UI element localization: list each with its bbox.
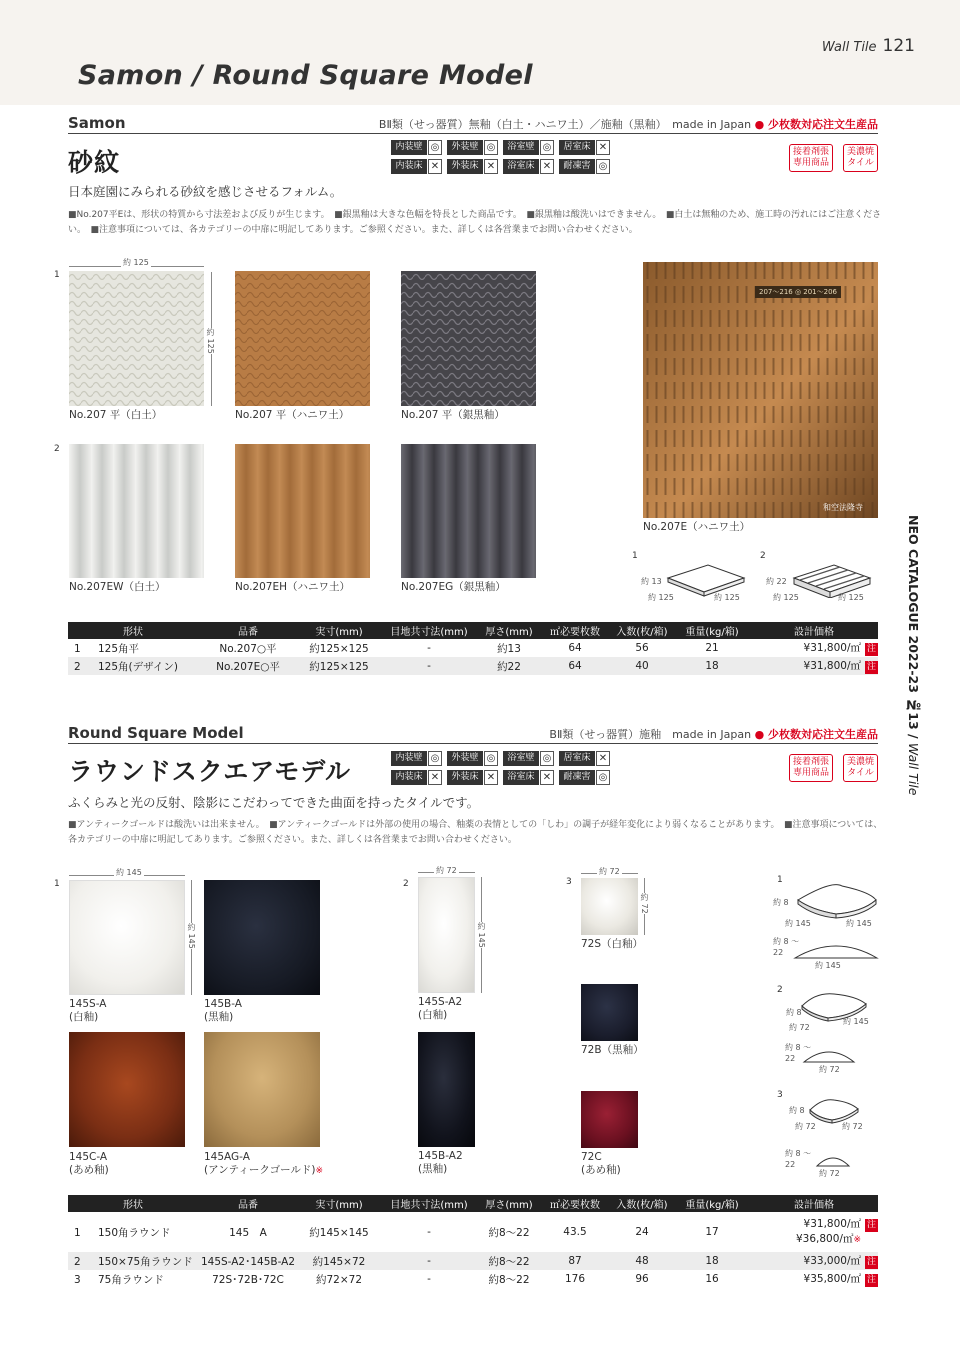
profile-width: 約 125 (773, 593, 799, 602)
photo-sign: 207～216 ◎ 201～206 (759, 288, 838, 296)
tile-caption: 72B（黒釉） (581, 1044, 644, 1056)
tile-145s-a (69, 880, 185, 995)
usage-cell: 耐凍害 ◎ (559, 158, 611, 175)
photo-credit: 和空法隆寺 (823, 503, 863, 512)
profile-thickness: 約 13 (641, 577, 662, 586)
asterisk-mark: ※ (853, 1234, 861, 1245)
samon-description: 日本庭園にみられる砂紋を感じさせるフォルム。 (68, 184, 343, 199)
tile-swatch (235, 444, 370, 578)
samon-texture (401, 271, 536, 406)
row-index: 2 (54, 444, 60, 454)
round-notes: ■アンティークゴールドは酸洗いは出来ません。 ■アンティークゴールドは外部の使用の場合、釉薬の表情としての「しわ」の調子が経年変化により弱くなることがあります。 ■注意事項については、各カテゴリーの中扉に明記してあります。ご参照ください。また、詳しくは各営業までお問い合わせください。 (68, 820, 883, 845)
usage-cell: 内装床 ✕ (391, 769, 443, 786)
tile-caption: 72C (581, 1151, 602, 1163)
tile-code: 145S-A2 (418, 996, 463, 1008)
tile-glaze: (あめ釉) (581, 1164, 621, 1176)
table-row: 2 125角(デザイン) No.207E○平 約125×125 - 約22 64 40 18 ¥31,800/㎡ 注 (68, 657, 878, 675)
round-section-diagram (793, 940, 879, 960)
group-index: 1 (54, 879, 60, 889)
table-header-row: 形状 品番 実寸(mm) 目地共寸法(mm) 厚さ(mm) ㎡必要枚数 入数(枚/箱) 重量(kg/箱) 設計価格 (68, 622, 878, 639)
dimension-label: 約 72 (640, 893, 649, 914)
note-mark: 注 (866, 1219, 876, 1230)
profile-width: 約 145 (785, 919, 811, 928)
ribbed-texture (401, 444, 536, 578)
dimension-label: 約 72 (436, 866, 457, 875)
profile-index: 1 (632, 551, 638, 561)
tile-swatch (69, 444, 204, 578)
profile-index: 3 (777, 1090, 783, 1100)
samon-notes: ■No.207平Eは、形状の特質から寸法差および反りが生じます。 ■銀黒釉は大きな色幅を特長とした商品です。 ■銀黒釉は酸洗いはできません。 ■白土は無釉のため、施工時の汚れにはご注意ください。 ■注意事項については、各カテゴリーの中扉に明記してあります。ご参照ください。また、詳しくは各営業までお問い合わせください。 (68, 210, 882, 235)
round-section-diagram (802, 1046, 856, 1064)
dimension-label: 約 145 (187, 923, 196, 949)
page-number: 121 (882, 36, 915, 56)
profile-thickness-range: 約 8 ～ (785, 1043, 812, 1052)
round-spec-table (68, 1195, 878, 1288)
mino-badge: 美濃焼 タイル (843, 754, 878, 782)
note-mark: 注 (866, 1275, 876, 1285)
ribbed-texture (235, 444, 370, 578)
usage-cell: 外装床 ✕ (447, 158, 499, 175)
usage-cell: 内装壁 ◎ (391, 750, 443, 767)
asterisk-mark: ※ (315, 1166, 324, 1176)
tile-glaze: (あめ釉) (69, 1164, 109, 1176)
samon-spec-table (68, 622, 878, 675)
tile-caption: 72S（白釉） (581, 938, 644, 950)
ribbed-texture (69, 444, 204, 578)
profile-thickness: 約 22 (766, 577, 787, 586)
profile-thickness-range: 22 (785, 1054, 796, 1063)
dimension-label: 約 125 (206, 328, 215, 354)
profile-thickness-range: 約 8 ～ (785, 1149, 812, 1158)
usage-cell: 外装壁 ◎ (447, 139, 499, 156)
adhesive-badge: 接着剤張 専用商品 (789, 144, 833, 172)
profile-thickness: 約 8 (773, 898, 789, 907)
divider (68, 133, 878, 134)
usage-cell: 浴室床 ✕ (503, 769, 555, 786)
usage-cell: 浴室壁 ◎ (503, 750, 555, 767)
profile-width: 約 72 (819, 1065, 840, 1074)
profile-width: 約 72 (795, 1122, 816, 1131)
tile-glaze: (黒釉) (204, 1011, 234, 1023)
usage-cell: 外装壁 ◎ (447, 750, 499, 767)
group-index: 3 (566, 877, 572, 887)
usage-cell: 内装床 ✕ (391, 158, 443, 175)
samon-texture (69, 271, 204, 406)
tile-glaze: (アンティークゴールド)※ (204, 1164, 324, 1176)
row-index: 1 (54, 270, 60, 280)
usage-cell: 内装壁 ◎ (391, 139, 443, 156)
tile-145ag-a (204, 1032, 320, 1147)
tile-72s (581, 878, 638, 935)
tile-caption: No.207 平（ハニワ土） (235, 409, 350, 421)
round-title-en: Round Square Model (68, 724, 244, 742)
page-title: Samon / Round Square Model (78, 60, 533, 91)
profile-thickness-range: 約 8 ～ (773, 937, 800, 946)
round-section-diagram (815, 1152, 851, 1168)
profile-depth: 約 145 (846, 919, 872, 928)
tile-code: 145AG-A (204, 1151, 250, 1163)
samon-title-en: Samon (68, 114, 126, 132)
round-description: ふくらみと光の反射、陰影にこだわってできた曲面を持ったタイルです。 (68, 795, 480, 810)
table-header-row: 形状 品番 実寸(mm) 目地共寸法(mm) 厚さ(mm) ㎡必要枚数 入数(枚/箱) 重量(kg/箱) 設計価格 (68, 1195, 878, 1212)
tile-145s-a2 (418, 877, 475, 993)
adhesive-badge: 接着剤張 専用商品 (789, 754, 833, 782)
round-title-jp: ラウンドスクエアモデル (68, 757, 352, 786)
tile-caption: No.207 平（白土） (69, 409, 163, 421)
tile-glaze: (黒釉) (418, 1163, 448, 1175)
profile-index: 1 (777, 875, 783, 885)
tile-swatch (401, 444, 536, 578)
note-mark: 注 (866, 644, 876, 654)
wall-photo (643, 262, 878, 518)
dimension-label: 約 145 (477, 922, 486, 948)
dimension-label: 約 125 (123, 258, 149, 267)
dimension-label: 約 145 (116, 868, 142, 877)
profile-depth: 約 145 (843, 1017, 869, 1026)
profile-depth: 約 125 (714, 593, 740, 602)
samon-texture (235, 271, 370, 406)
note-mark: 注 (866, 1257, 876, 1267)
tile-145b-a2 (418, 1032, 475, 1147)
tile-caption: No.207EG（銀黒釉） (401, 581, 506, 593)
profile-width: 約 72 (819, 1169, 840, 1178)
profile-thickness-range: 22 (773, 948, 784, 957)
made-to-order-label: ● 少枚数対応注文生産品 (754, 728, 878, 741)
tile-72b (581, 984, 638, 1041)
round-usage-grid (391, 750, 611, 786)
usage-cell: 浴室壁 ◎ (503, 139, 555, 156)
tile-glaze: (白釉) (418, 1009, 448, 1021)
tile-145c-a (69, 1032, 185, 1147)
tile-glaze: (白釉) (69, 1011, 99, 1023)
table-row: 1 150角ラウンド 145 A 約145×145 - 約8～22 43.5 24 17 ¥31,800/㎡ 注 ¥36,800/㎡※ (74, 1217, 876, 1245)
table-row: 1 125角平 No.207○平 約125×125 - 約13 64 56 21 ¥31,800/㎡ 注 (74, 642, 876, 655)
profile-thickness: 約 8 (786, 1008, 802, 1017)
usage-cell: 浴室床 ✕ (503, 158, 555, 175)
tile-145b-a (204, 880, 320, 995)
tile-swatch (69, 271, 204, 406)
profile-width: 約 72 (789, 1023, 810, 1032)
profile-depth: 約 125 (838, 593, 864, 602)
profile-index: 2 (777, 985, 783, 995)
usage-cell: 居室床 ✕ (559, 139, 611, 156)
divider (68, 743, 878, 744)
dimension-label: 約 72 (599, 867, 620, 876)
page-header (822, 36, 915, 56)
tile-code: 145S-A (69, 998, 107, 1010)
tile-code: 145B-A (204, 998, 242, 1010)
section-label: Wall Tile (821, 40, 877, 55)
tile-swatch (235, 271, 370, 406)
round-profile-diagram (806, 1096, 862, 1124)
tile-72c (581, 1091, 638, 1148)
samon-info: BⅡ類（せっ器質）無釉（白土・ハニワ土）／施釉（黒釉） made in Japan ● 少枚数対応注文生産品 (378, 118, 878, 131)
profile-width: 約 125 (648, 593, 674, 602)
photo-caption: No.207E（ハニワ土） (643, 521, 751, 533)
profile-thickness: 約 8 (789, 1106, 805, 1115)
profile-thickness-range: 22 (785, 1160, 796, 1169)
round-profile-diagram (792, 882, 882, 920)
made-to-order-label: ● 少枚数対応注文生産品 (754, 118, 878, 131)
catalogue-sidebar: NEO CATALOGUE 2022-23 №13 / Wall Tile (906, 515, 921, 796)
mino-badge: 美濃焼 タイル (843, 144, 878, 172)
samon-usage-grid (391, 139, 611, 175)
table-row: 3 75角ラウンド 72S･72B･72C 約72×72 - 約8～22 176 96 16 ¥35,800/㎡ 注 (74, 1273, 876, 1286)
usage-cell: 居室床 ✕ (559, 750, 611, 767)
tile-swatch (401, 271, 536, 406)
installation-photo (643, 262, 878, 518)
profile-index: 2 (760, 551, 766, 561)
group-index: 2 (403, 879, 409, 889)
tile-code: 145C-A (69, 1151, 108, 1163)
tile-caption: No.207EH（ハニワ土） (235, 581, 351, 593)
tile-code: 145B-A2 (418, 1150, 463, 1162)
profile-depth: 約 72 (842, 1122, 863, 1131)
usage-cell: 耐凍害 ◎ (559, 769, 611, 786)
usage-cell: 外装床 ✕ (447, 769, 499, 786)
table-row: 2 150×75角ラウンド 145S-A2･145B-A2 約145×72 - 約8～22 87 48 18 ¥33,000/㎡ 注 (68, 1252, 878, 1270)
round-info: BⅡ類（せっ器質）施釉 made in Japan ● 少枚数対応注文生産品 (549, 728, 878, 741)
note-mark: 注 (866, 662, 876, 672)
tile-caption: No.207EW（白土） (69, 581, 166, 593)
samon-title-jp: 砂紋 (68, 148, 121, 177)
profile-width: 約 145 (815, 961, 841, 970)
tile-caption: No.207 平（銀黒釉） (401, 409, 505, 421)
